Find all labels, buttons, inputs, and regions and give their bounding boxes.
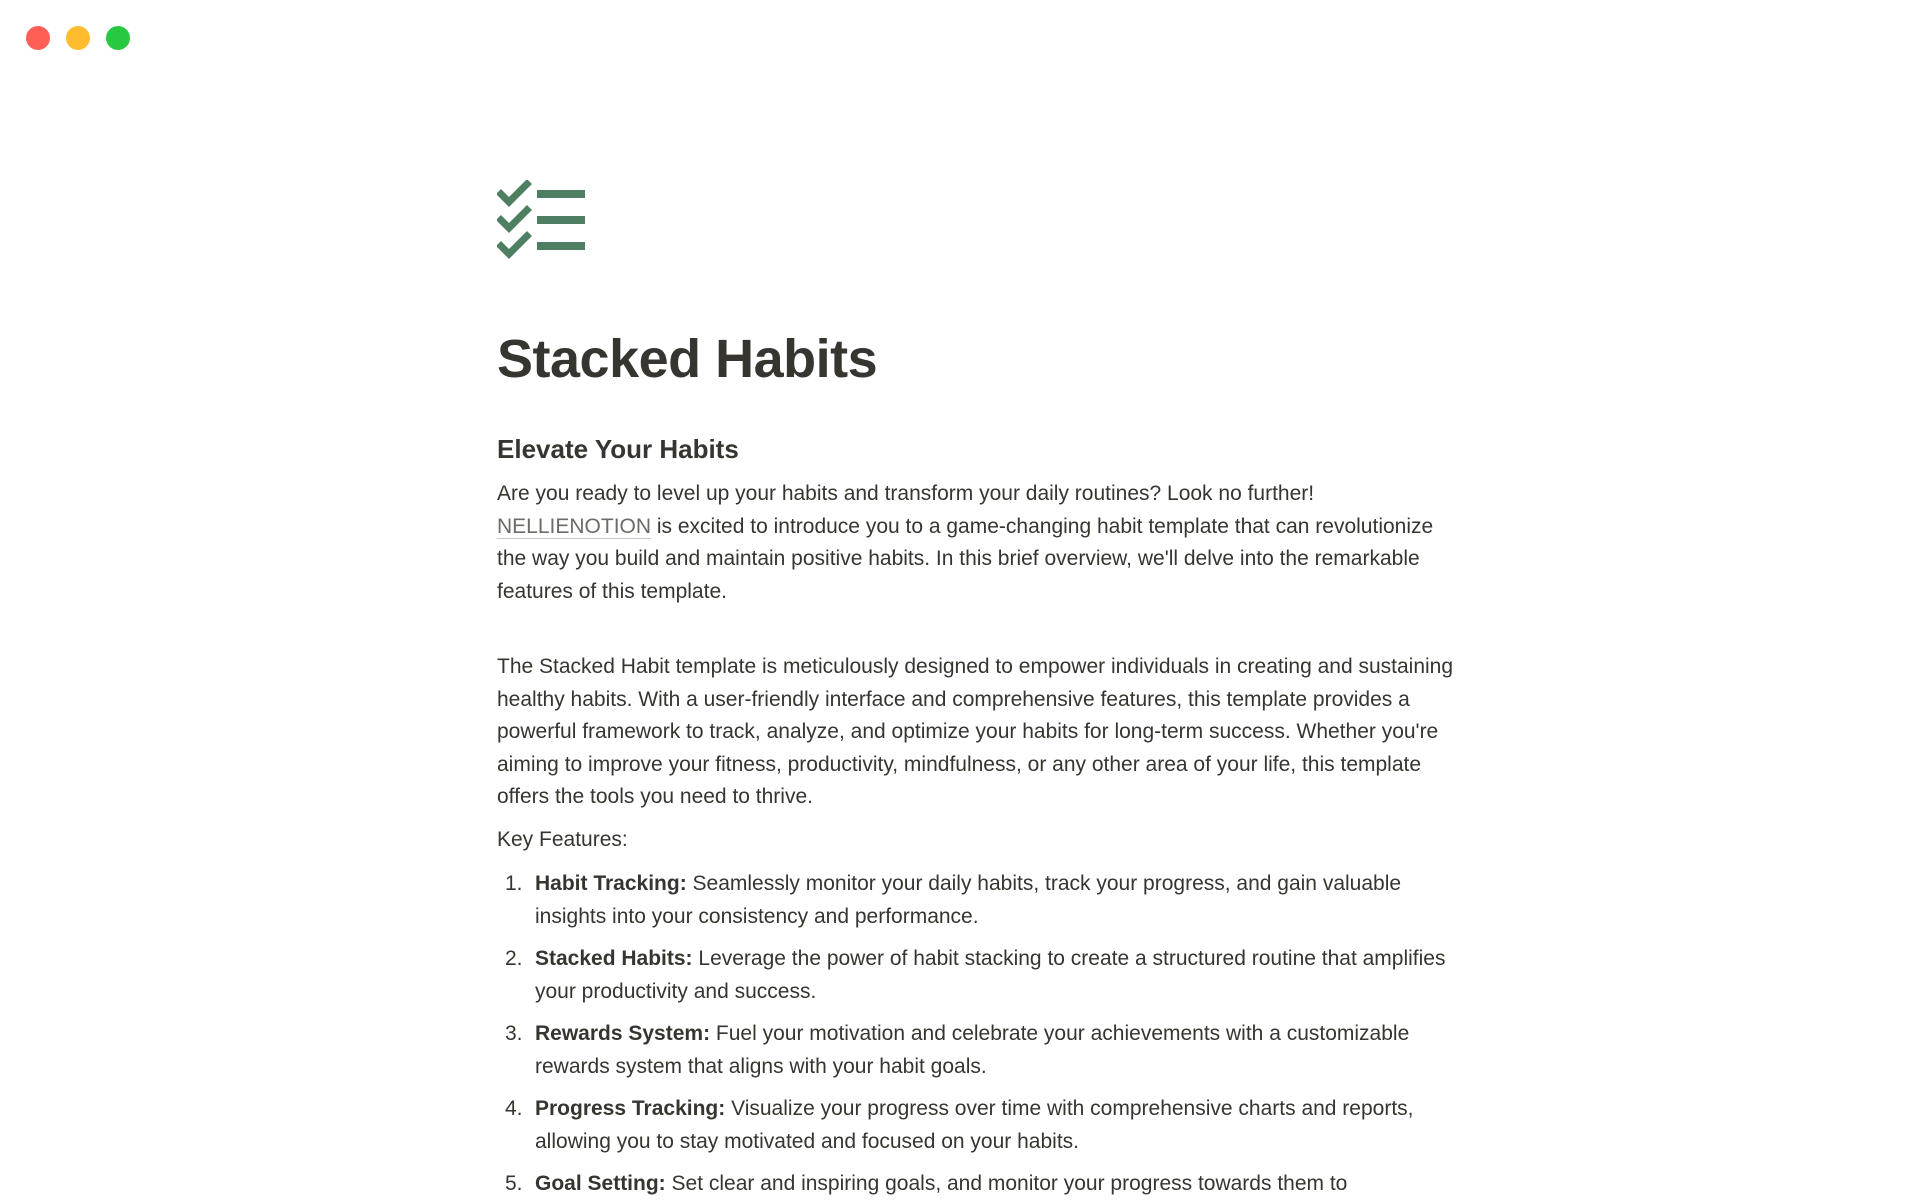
feature-text: Set clear and inspiring goals, and monitor your progress towards them to <box>665 1172 1348 1195</box>
brand-link[interactable]: NELLIENOTION <box>497 514 652 538</box>
paragraph-spacer <box>497 608 1457 651</box>
checklist-icon[interactable] <box>497 180 589 264</box>
intro-text-part1: Are you ready to level up your habits and transform your daily routines? Look no further! <box>497 482 1315 505</box>
list-item[interactable] <box>497 943 1457 1008</box>
list-item[interactable] <box>497 1018 1457 1083</box>
feature-title: Rewards System: <box>535 1022 711 1045</box>
feature-text: Fuel your motivation and celebrate your achievements with a customizable rewards system that aligns with your habit goals. <box>535 1022 1410 1078</box>
feature-text: Seamlessly monitor your daily habits, track your progress, and gain valuable insights into your consistency and performance. <box>535 872 1402 928</box>
intro-paragraph[interactable] <box>497 478 1457 608</box>
window-controls <box>26 26 130 50</box>
page-title[interactable]: Stacked Habits <box>497 329 878 389</box>
list-item[interactable] <box>497 1093 1457 1158</box>
list-item-number: 5. <box>505 1172 523 1195</box>
maximize-window-button[interactable] <box>106 26 130 50</box>
feature-title: Habit Tracking: <box>535 872 687 895</box>
list-item-number: 3. <box>505 1022 523 1045</box>
page-content <box>497 430 1457 1200</box>
description-paragraph[interactable]: The Stacked Habit template is meticulously designed to empower individuals in creating and sustaining healthy habits. With a user-friendly interface and comprehensive features, this template provides a powerful framework to track, analyze, and optimize your habits for long-term success. Whether you're aiming to improve your fitness, productivity, mindfulness, or any other area of your life, this template offers the tools you need to thrive. <box>497 655 1454 808</box>
feature-list <box>497 868 1457 1200</box>
feature-text: Leverage the power of habit stacking to create a structured routine that amplifies your productivity and success. <box>535 947 1446 1003</box>
list-item-number: 1. <box>505 872 523 895</box>
feature-title: Goal Setting: <box>535 1172 666 1195</box>
close-window-button[interactable] <box>26 26 50 50</box>
feature-title: Progress Tracking: <box>535 1097 726 1120</box>
section-heading[interactable]: Elevate Your Habits <box>497 434 739 464</box>
key-features-label[interactable]: Key Features: <box>497 827 628 851</box>
feature-text: Visualize your progress over time with comprehensive charts and reports, allowing you to stay motivated and focused on your habits. <box>535 1097 1414 1153</box>
list-item[interactable] <box>497 1168 1457 1200</box>
checklist-icon-graphic <box>497 180 589 264</box>
feature-title: Stacked Habits: <box>535 947 693 970</box>
minimize-window-button[interactable] <box>66 26 90 50</box>
list-item-number: 4. <box>505 1097 523 1120</box>
list-item-number: 2. <box>505 947 523 970</box>
intro-text-part2: is excited to introduce you to a game-changing habit template that can revolutionize the way you build and maintain positive habits. In this brief overview, we'll delve into the remarkable features of this template. <box>497 514 1434 603</box>
list-item[interactable] <box>497 868 1457 933</box>
